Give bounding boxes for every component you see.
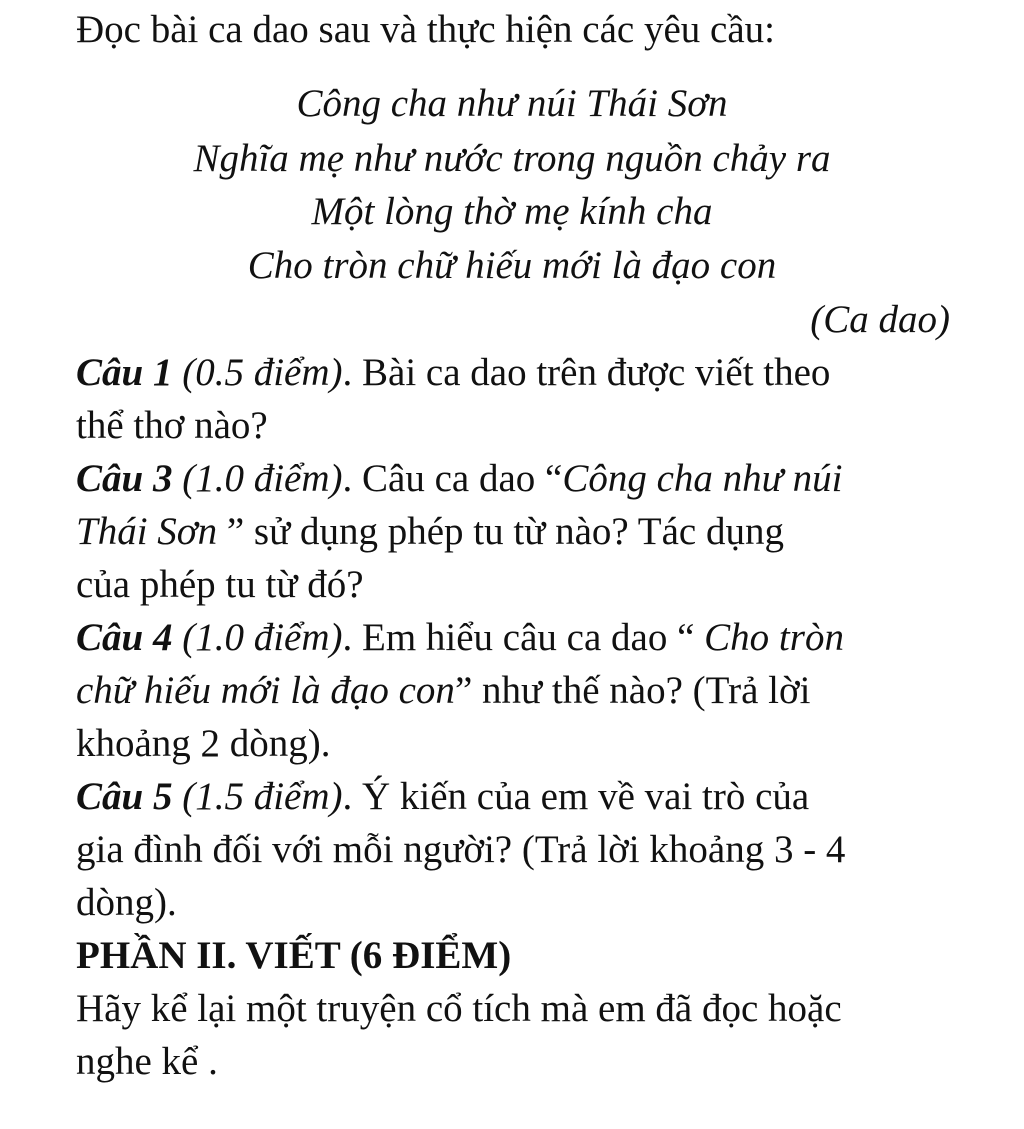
question-1-text-a: . Bài ca dao trên được viết theo bbox=[342, 351, 831, 394]
question-3-points: (1.0 điểm) bbox=[172, 457, 343, 500]
part-2-line-1 bbox=[0, 985, 1024, 1033]
intro-text: Đọc bài ca dao sau và thực hiện các yêu cầu: bbox=[76, 8, 775, 51]
question-5-line-2 bbox=[0, 826, 1024, 874]
question-4-line-2 bbox=[0, 667, 1024, 715]
question-4-label: Câu 4 bbox=[76, 616, 173, 659]
part-2-heading bbox=[0, 932, 1024, 980]
poem-source-text: (Ca dao) bbox=[810, 298, 950, 341]
poem-line-3 bbox=[0, 188, 1024, 236]
question-5-label: Câu 5 bbox=[76, 775, 173, 818]
question-4-quote-b: chữ hiếu mới là đạo con bbox=[76, 669, 455, 712]
question-4-text-b: ” như thế nào? (Trả lời bbox=[454, 669, 811, 712]
question-1-text-b: thể thơ nào? bbox=[76, 404, 268, 447]
question-3-text-c: của phép tu từ đó? bbox=[76, 563, 364, 606]
poem-line-3-text: Một lòng thờ mẹ kính cha bbox=[311, 190, 713, 233]
question-1-line-1 bbox=[0, 349, 1024, 397]
question-3-line-2 bbox=[0, 508, 1024, 556]
question-5-text-a: . Ý kiến của em về vai trò của bbox=[342, 775, 810, 818]
question-3-line-1 bbox=[0, 455, 1024, 503]
poem-source bbox=[0, 296, 1024, 344]
question-4-points: (1.0 điểm) bbox=[172, 616, 343, 659]
question-5-points: (1.5 điểm) bbox=[172, 775, 343, 818]
question-4-text-c: khoảng 2 dòng). bbox=[76, 722, 331, 765]
part-2-text-a: Hãy kể lại một truyện cổ tích mà em đã đọc hoặc bbox=[76, 987, 842, 1030]
intro-instruction bbox=[0, 6, 1024, 54]
question-5-text-c: dòng). bbox=[76, 881, 177, 924]
question-3-quote-b: Thái Sơn bbox=[76, 510, 227, 553]
question-1-points: (0.5 điểm) bbox=[172, 351, 343, 394]
question-3-text-a: . Câu ca dao “ bbox=[342, 457, 563, 500]
poem-line-1 bbox=[0, 80, 1024, 128]
question-1-line-2 bbox=[0, 402, 1024, 450]
question-1-label: Câu 1 bbox=[76, 351, 173, 394]
part-2-heading-text: PHẦN II. VIẾT (6 ĐIỂM) bbox=[76, 934, 512, 977]
question-5-line-1 bbox=[0, 773, 1024, 821]
poem-line-2-text: Nghĩa mẹ như nước trong nguồn chảy ra bbox=[193, 137, 831, 180]
question-4-quote-a: Cho tròn bbox=[704, 616, 844, 659]
poem-line-4-text: Cho tròn chữ hiếu mới là đạo con bbox=[247, 244, 777, 287]
poem-line-1-text: Công cha như núi Thái Sơn bbox=[296, 82, 728, 125]
question-5-text-b: gia đình đối với mỗi người? (Trả lời khoảng 3 - 4 bbox=[76, 828, 846, 871]
question-4-line-1 bbox=[0, 614, 1024, 662]
question-4-text-a: . Em hiểu câu ca dao “ bbox=[342, 616, 705, 659]
question-3-line-3 bbox=[0, 561, 1024, 609]
poem-line-2 bbox=[0, 135, 1024, 183]
part-2-line-2 bbox=[0, 1038, 1024, 1086]
question-3-label: Câu 3 bbox=[76, 457, 173, 500]
question-5-line-3 bbox=[0, 879, 1024, 927]
part-2-text-b: nghe kể . bbox=[76, 1040, 218, 1083]
question-4-line-3 bbox=[0, 720, 1024, 768]
question-3-quote-a: Công cha như núi bbox=[562, 457, 843, 500]
poem-line-4 bbox=[0, 242, 1024, 290]
question-3-text-b: ” sử dụng phép tu từ nào? Tác dụng bbox=[226, 510, 784, 553]
